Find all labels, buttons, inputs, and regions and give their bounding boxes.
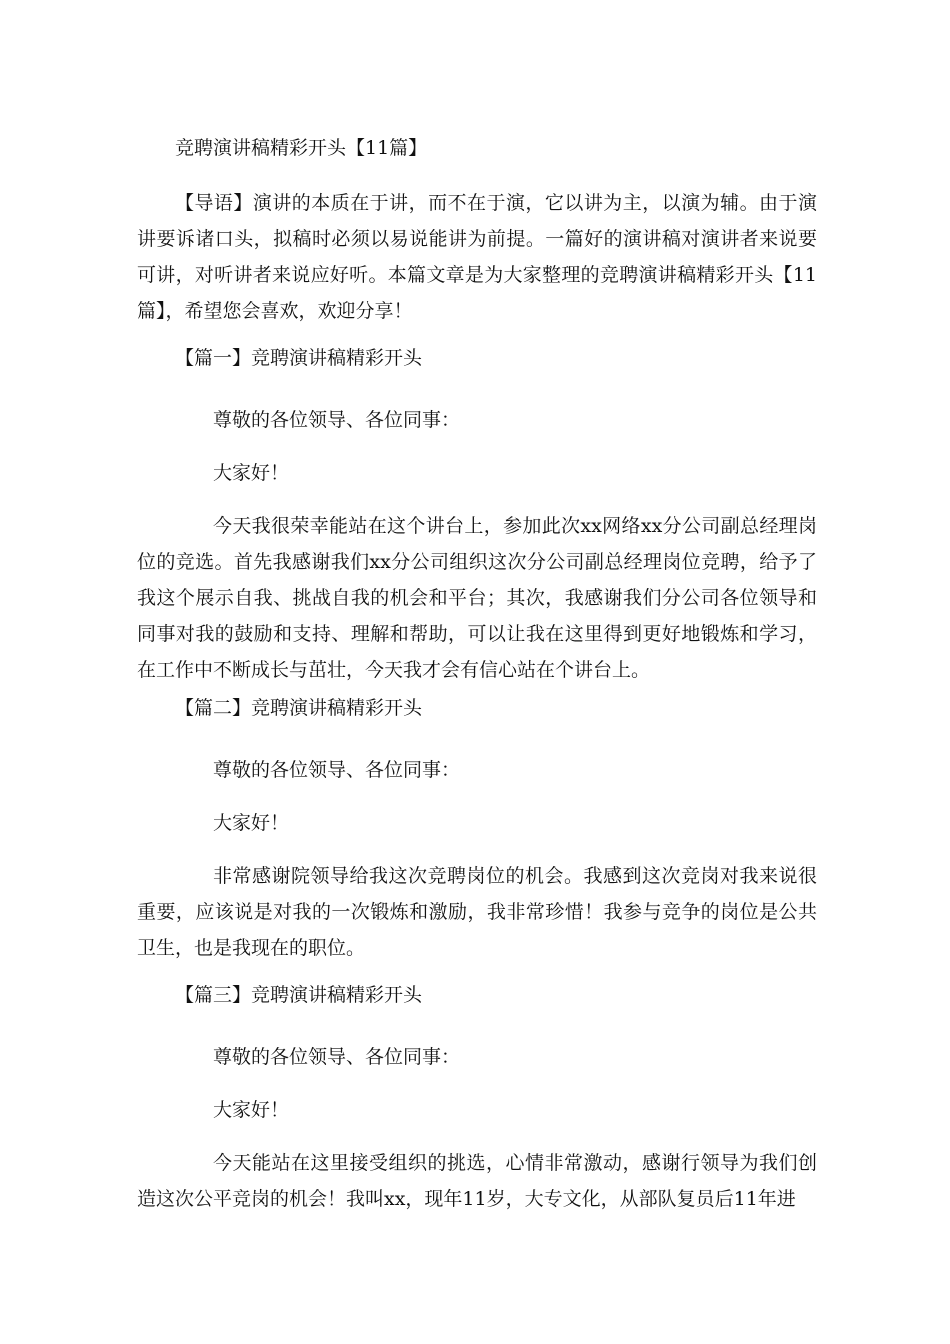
section-body: 今天我很荣幸能站在这个讲台上，参加此次xx网络xx分公司副总经理岗位的竞选。首先我感谢我们xx分公司组织这次分公司副总经理岗位竞聘，给予了我这个展示自我、挑战自我的机会和平台；其次，我感谢我们分公司各位领导和同事对我的鼓励和支持、理解和帮助，可以让我在这里得到更好地锻炼和学习，在工作中不断成长与茁壮，今天我才会有信心站在个讲台上。 xyxy=(137,515,817,681)
greeting: 大家好！ xyxy=(213,462,290,484)
section-body: 非常感谢院领导给我这次竞聘岗位的机会。我感到这次竞岗对我来说很重要，应该说是对我的一次锻炼和激励，我非常珍惜！我参与竞争的岗位是公共卫生，也是我现在的职位。 xyxy=(137,865,817,959)
greeting: 大家好！ xyxy=(213,812,290,834)
section-heading: 【篇二】竞聘演讲稿精彩开头 xyxy=(175,697,423,719)
salutation: 尊敬的各位领导、各位同事： xyxy=(213,409,461,431)
section-heading: 【篇一】竞聘演讲稿精彩开头 xyxy=(175,347,423,369)
document-title: 竞聘演讲稿精彩开头【11篇】 xyxy=(175,137,428,159)
greeting: 大家好！ xyxy=(213,1099,290,1121)
salutation: 尊敬的各位领导、各位同事： xyxy=(213,759,461,781)
salutation: 尊敬的各位领导、各位同事： xyxy=(213,1046,461,1068)
section-body: 今天能站在这里接受组织的挑选，心情非常激动，感谢行领导为我们创造这次公平竞岗的机会！我叫xx，现年11岁，大专文化，从部队复员后11年进 xyxy=(137,1152,817,1210)
section-heading: 【篇三】竞聘演讲稿精彩开头 xyxy=(175,984,423,1006)
intro-paragraph: 【导语】演讲的本质在于讲，而不在于演，它以讲为主，以演为辅。由于演讲要诉诸口头，拟稿时必须以易说能讲为前提。一篇好的演讲稿对演讲者来说要可讲，对听讲者来说应好听。本篇文章是为大家整理的竞聘演讲稿精彩开头【11篇】，希望您会喜欢，欢迎分享！ xyxy=(137,192,817,322)
